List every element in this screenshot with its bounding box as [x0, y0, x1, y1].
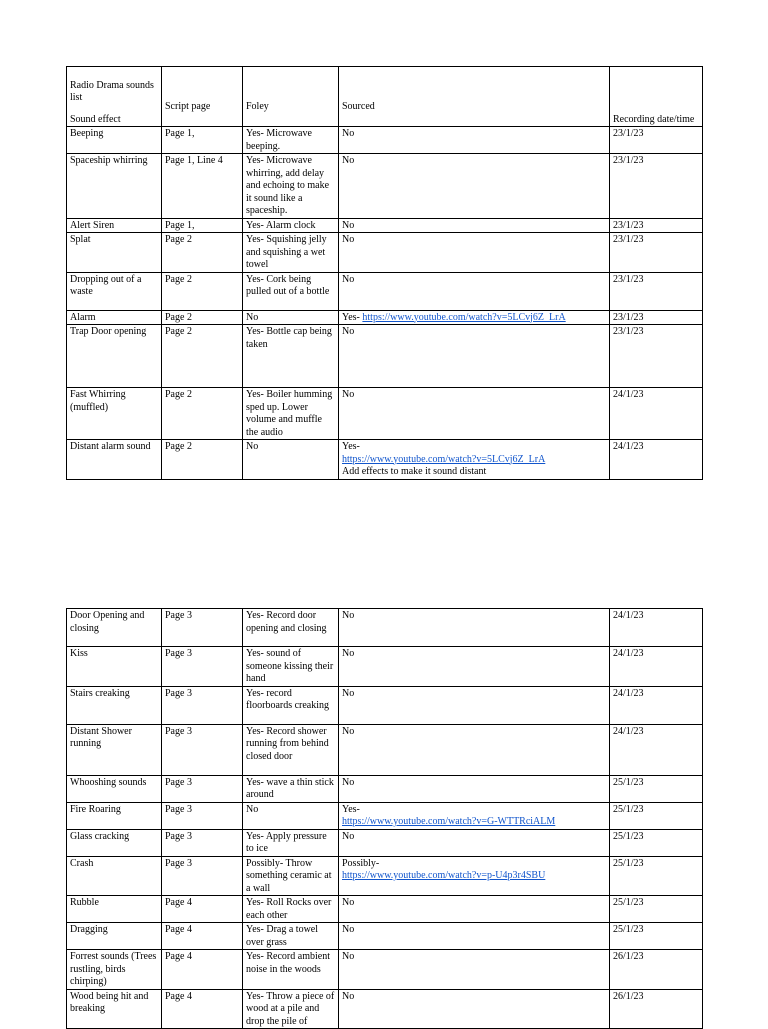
cell-sound-effect: Beeping [67, 127, 162, 154]
table-row [67, 829, 703, 856]
cell-foley: Yes- Drag a towel over grass [243, 923, 339, 950]
cell-script-page: Page 2 [162, 325, 243, 388]
youtube-link[interactable]: https://www.youtube.com/watch?v=p-U4p3r4SBU [342, 870, 546, 881]
cell-date: 23/1/23 [610, 218, 703, 233]
cell-sourced: No [339, 923, 610, 950]
cell-sound-effect: Spaceship whirring [67, 154, 162, 219]
cell-sourced: No [339, 154, 610, 219]
cell-foley: Yes- wave a thin stick around [243, 775, 339, 802]
header-sound-effect [67, 67, 162, 127]
cell-sourced: No [339, 686, 610, 724]
cell-sourced: No [339, 218, 610, 233]
table-header-row [67, 67, 703, 127]
cell-date: 24/1/23 [610, 388, 703, 440]
youtube-link[interactable]: https://www.youtube.com/watch?v=G-WTTRciALM [342, 816, 556, 827]
cell-date: 24/1/23 [610, 609, 703, 647]
cell-sourced: No [339, 609, 610, 647]
cell-date: 23/1/23 [610, 310, 703, 325]
table-title: Radio Drama sounds list [70, 79, 154, 103]
table-row [67, 647, 703, 687]
cell-sourced: No [339, 127, 610, 154]
cell-script-page: Page 4 [162, 989, 243, 1029]
cell-sound-effect: Distant Shower running [67, 724, 162, 775]
header-script-page [162, 67, 243, 127]
sounds-table-1 [66, 66, 703, 480]
cell-foley: Yes- sound of someone kissing their hand [243, 647, 339, 687]
cell-foley: Yes- Alarm clock [243, 218, 339, 233]
cell-script-page: Page 3 [162, 724, 243, 775]
cell-foley: Yes- Microwave beeping. [243, 127, 339, 154]
youtube-link[interactable]: https://www.youtube.com/watch?v=5LCvj6Z_LrA [342, 453, 546, 465]
cell-script-page: Page 3 [162, 609, 243, 647]
table-row [67, 802, 703, 829]
cell-sound-effect: Dropping out of a waste [67, 272, 162, 310]
cell-script-page: Page 1, [162, 218, 243, 233]
cell-sourced: No [339, 233, 610, 273]
cell-script-page: Page 4 [162, 950, 243, 990]
cell-foley: Yes- Cork being pulled out of a bottle [243, 272, 339, 310]
cell-date: 25/1/23 [610, 775, 703, 802]
cell-date: 24/1/23 [610, 647, 703, 687]
table-row [67, 896, 703, 923]
header-recording-date [610, 67, 703, 127]
cell-script-page: Page 2 [162, 388, 243, 440]
table-row [67, 154, 703, 219]
cell-script-page: Page 3 [162, 802, 243, 829]
cell-date: 25/1/23 [610, 802, 703, 829]
sourced-prefix: Yes- [342, 803, 360, 815]
cell-sound-effect: Rubble [67, 896, 162, 923]
cell-foley: Yes- Record door opening and closing [243, 609, 339, 647]
cell-sound-effect: Crash [67, 856, 162, 896]
sounds-table-2 [66, 608, 703, 1029]
cell-foley: Yes- Apply pressure to ice [243, 829, 339, 856]
youtube-link[interactable]: https://www.youtube.com/watch?v=5LCvj6Z_LrA [362, 311, 566, 323]
cell-sound-effect: Fast Whirring (muffled) [67, 388, 162, 440]
cell-foley: Yes- Roll Rocks over each other [243, 896, 339, 923]
cell-sourced: No [339, 775, 610, 802]
cell-date: 24/1/23 [610, 440, 703, 480]
cell-date: 23/1/23 [610, 127, 703, 154]
cell-script-page: Page 1, [162, 127, 243, 154]
cell-sound-effect: Dragging [67, 923, 162, 950]
cell-script-page: Page 3 [162, 856, 243, 896]
cell-date: 26/1/23 [610, 989, 703, 1029]
header-label: Sound effect [70, 113, 121, 125]
cell-script-page: Page 2 [162, 440, 243, 480]
cell-sourced: No [339, 325, 610, 388]
cell-sourced: No [339, 896, 610, 923]
cell-sourced [339, 856, 610, 896]
cell-sound-effect: Glass cracking [67, 829, 162, 856]
cell-script-page: Page 4 [162, 923, 243, 950]
cell-foley: No [243, 310, 339, 325]
cell-foley: Yes- Squishing jelly and squishing a wet towel [243, 233, 339, 273]
table-row [67, 310, 703, 325]
cell-script-page: Page 2 [162, 272, 243, 310]
cell-sound-effect: Distant alarm sound [67, 440, 162, 480]
table-row [67, 989, 703, 1029]
table-row [67, 440, 703, 480]
table-row [67, 388, 703, 440]
table-row [67, 609, 703, 647]
sourced-prefix: Yes- [342, 311, 360, 323]
cell-sound-effect: Forrest sounds (Trees rustling, birds chirping) [67, 950, 162, 990]
cell-script-page: Page 2 [162, 310, 243, 325]
cell-sound-effect: Kiss [67, 647, 162, 687]
cell-script-page: Page 2 [162, 233, 243, 273]
cell-script-page: Page 3 [162, 647, 243, 687]
header-label: Script page [165, 100, 211, 112]
cell-sound-effect: Alarm [67, 310, 162, 325]
cell-script-page: Page 3 [162, 829, 243, 856]
cell-date: 25/1/23 [610, 923, 703, 950]
cell-foley: Yes- Record ambient noise in the woods [243, 950, 339, 990]
cell-script-page: Page 4 [162, 896, 243, 923]
header-label: Foley [246, 100, 269, 112]
cell-foley: Yes- Microwave whirring, add delay and echoing to make it sound like a spaceship. [243, 154, 339, 219]
cell-sound-effect: Wood being hit and breaking [67, 989, 162, 1029]
cell-date: 26/1/23 [610, 950, 703, 990]
cell-sourced [339, 440, 610, 480]
cell-sourced [339, 802, 610, 829]
cell-sourced: No [339, 272, 610, 310]
cell-foley: Possibly- Throw something ceramic at a wall [243, 856, 339, 896]
cell-sourced: No [339, 388, 610, 440]
cell-foley: No [243, 440, 339, 480]
cell-sound-effect: Stairs creaking [67, 686, 162, 724]
cell-foley: Yes- Throw a piece of wood at a pile and drop the pile of [243, 989, 339, 1029]
table-row [67, 233, 703, 273]
cell-foley: No [243, 802, 339, 829]
cell-date: 24/1/23 [610, 724, 703, 775]
cell-date: 25/1/23 [610, 856, 703, 896]
sourced-note: Add effects to make it sound distant [342, 466, 487, 477]
cell-sourced: No [339, 647, 610, 687]
cell-date: 23/1/23 [610, 233, 703, 273]
sourced-prefix: Possibly- [342, 857, 380, 869]
cell-date: 23/1/23 [610, 154, 703, 219]
cell-foley: Yes- Boiler humming sped up. Lower volume and muffle the audio [243, 388, 339, 440]
table-row [67, 218, 703, 233]
cell-date: 23/1/23 [610, 272, 703, 310]
cell-sourced: No [339, 724, 610, 775]
cell-sound-effect: Splat [67, 233, 162, 273]
cell-sound-effect: Whooshing sounds [67, 775, 162, 802]
cell-date: 23/1/23 [610, 325, 703, 388]
cell-sound-effect: Alert Siren [67, 218, 162, 233]
table-row [67, 856, 703, 896]
header-foley [243, 67, 339, 127]
table-row [67, 686, 703, 724]
sourced-prefix: Yes- [342, 441, 360, 452]
cell-sourced [339, 310, 610, 325]
cell-sound-effect: Trap Door opening [67, 325, 162, 388]
cell-foley: Yes- Bottle cap being taken [243, 325, 339, 388]
cell-script-page: Page 3 [162, 686, 243, 724]
table-row [67, 325, 703, 388]
header-sourced [339, 67, 610, 127]
table-row [67, 950, 703, 990]
cell-script-page: Page 1, Line 4 [162, 154, 243, 219]
cell-foley: Yes- Record shower running from behind closed door [243, 724, 339, 775]
header-label: Sourced [342, 100, 375, 112]
table-row [67, 127, 703, 154]
cell-sound-effect: Fire Roaring [67, 802, 162, 829]
cell-sound-effect: Door Opening and closing [67, 609, 162, 647]
table-row [67, 923, 703, 950]
cell-date: 25/1/23 [610, 896, 703, 923]
cell-script-page: Page 3 [162, 775, 243, 802]
header-label: Recording date/time [613, 113, 695, 125]
cell-sourced: No [339, 950, 610, 990]
table-row [67, 724, 703, 775]
cell-sourced: No [339, 829, 610, 856]
table-row [67, 775, 703, 802]
table-row [67, 272, 703, 310]
cell-date: 25/1/23 [610, 829, 703, 856]
cell-sourced: No [339, 989, 610, 1029]
cell-date: 24/1/23 [610, 686, 703, 724]
cell-foley: Yes- record floorboards creaking [243, 686, 339, 724]
